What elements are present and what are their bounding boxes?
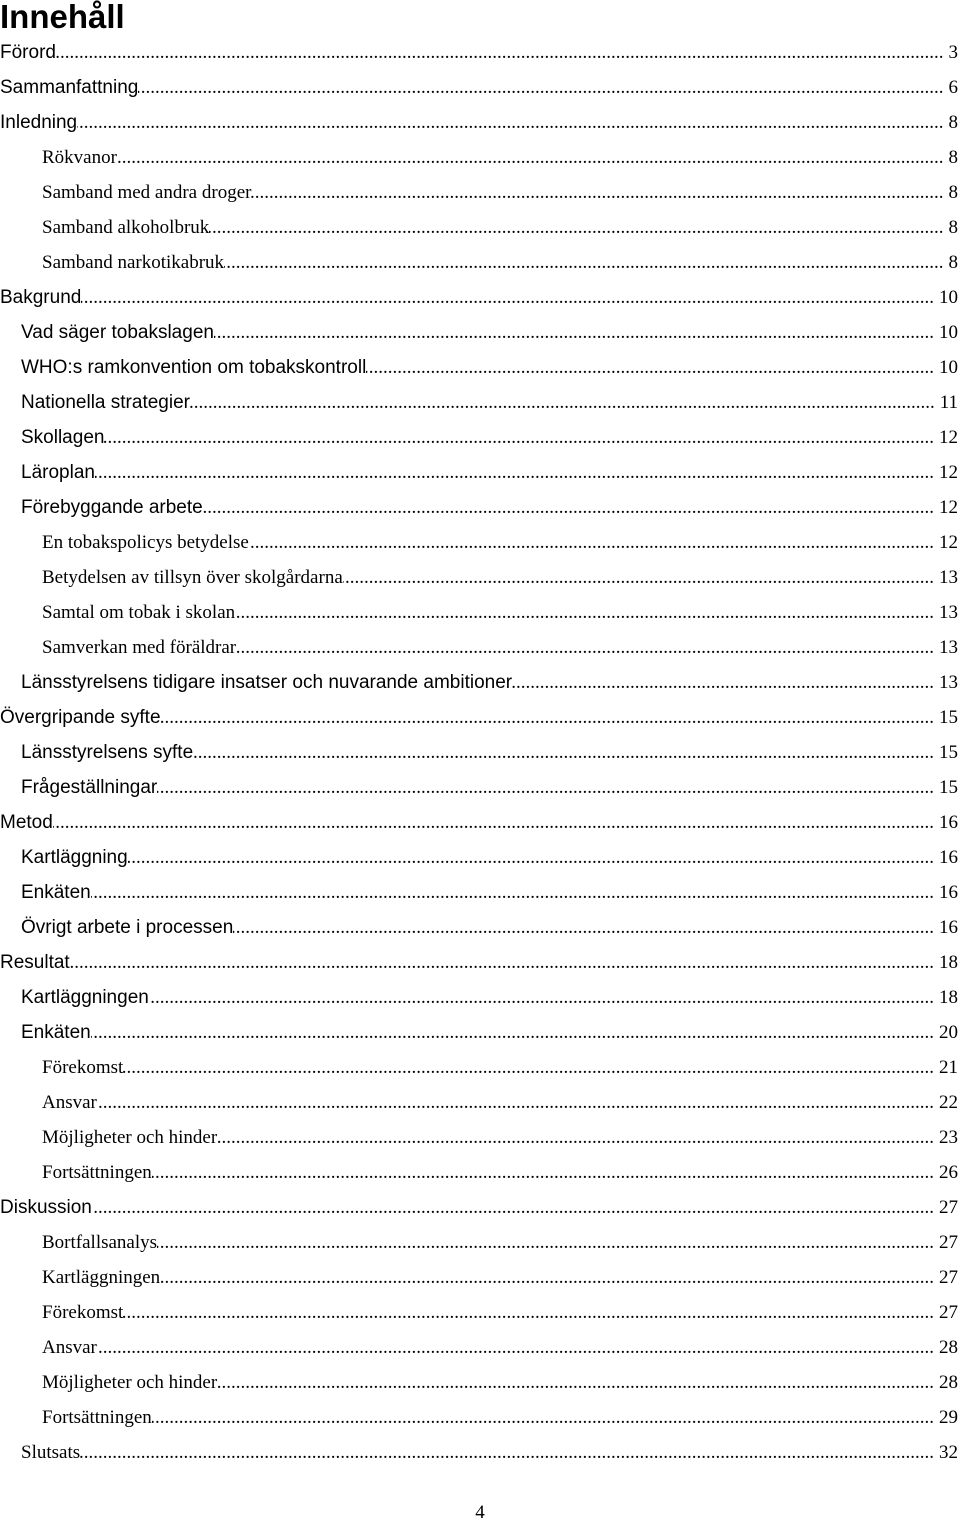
- toc-entry-label: Ansvar: [42, 1337, 97, 1358]
- toc-entry-page-number: 15: [939, 742, 958, 763]
- toc-entry-label: Betydelsen av tillsyn över skolgårdarna: [42, 567, 343, 588]
- dot-leader: [152, 1155, 939, 1190]
- toc-entry-label: WHO:s ramkonvention om tobakskontroll: [21, 357, 367, 378]
- toc-entry-label: Övrigt arbete i processen: [21, 917, 234, 938]
- toc-entry[interactable]: [0, 385, 960, 420]
- toc-entry-page-number: 22: [939, 1092, 958, 1113]
- toc-entry-page-number: 13: [939, 637, 958, 658]
- toc-entry-page-number: 13: [939, 567, 958, 588]
- toc-entry-label: Samband narkotikabruk: [42, 252, 225, 273]
- toc-entry-label: Rökvanor: [42, 147, 117, 168]
- toc-entry-label: Länsstyrelsens tidigare insatser och nuvarande ambitioner: [21, 672, 513, 693]
- toc-entry-page-number: 11: [939, 392, 958, 413]
- toc-entry-page-number: 12: [939, 497, 958, 518]
- dot-leader: [233, 910, 939, 945]
- dot-leader: [217, 1365, 939, 1400]
- toc-entry-page-number: 3: [948, 42, 958, 63]
- toc-entry[interactable]: [0, 560, 960, 595]
- toc-entry-page-number: 12: [939, 462, 958, 483]
- toc-entry-label: Slutsats: [21, 1442, 81, 1463]
- toc-entry[interactable]: [0, 315, 960, 350]
- toc-entry[interactable]: [0, 665, 960, 700]
- dot-leader: [53, 805, 939, 840]
- toc-entry-label: Enkäten: [21, 882, 91, 903]
- toc-entry[interactable]: [0, 490, 960, 525]
- toc-entry-label: Samtal om tobak i skolan: [42, 602, 236, 623]
- toc-entry-label: Sammanfattning: [0, 77, 139, 98]
- toc-entry-label: Länsstyrelsens syfte: [21, 742, 194, 763]
- toc-entry[interactable]: [0, 140, 960, 175]
- dot-leader: [251, 175, 948, 210]
- toc-entry-label: Vad säger tobakslagen: [21, 322, 214, 343]
- toc-entry-page-number: 23: [939, 1127, 958, 1148]
- toc-entry-page-number: 10: [939, 287, 958, 308]
- toc-entry[interactable]: [0, 35, 960, 70]
- toc-entry[interactable]: [0, 875, 960, 910]
- dot-leader: [157, 770, 939, 805]
- toc-entry-label: Bortfallsanalys: [42, 1232, 158, 1253]
- toc-entry-page-number: 26: [939, 1162, 958, 1183]
- toc-entry-page-number: 28: [939, 1337, 958, 1358]
- toc-entry-page-number: 13: [939, 672, 958, 693]
- dot-leader: [157, 1225, 939, 1260]
- toc-entry-page-number: 8: [948, 252, 958, 273]
- toc-entry-label: Resultat: [0, 952, 70, 973]
- toc-entry-label: Enkäten: [21, 1022, 91, 1043]
- toc-entry[interactable]: [0, 420, 960, 455]
- dot-leader: [81, 280, 939, 315]
- toc-entry-label: Samband alkoholbruk: [42, 217, 210, 238]
- toc-entry-page-number: 8: [948, 147, 958, 168]
- toc-entry-page-number: 18: [939, 952, 958, 973]
- toc-entry-label: Nationella strategier: [21, 392, 190, 413]
- toc-entry[interactable]: [0, 770, 960, 805]
- toc-entry-label: Fortsättningen: [42, 1162, 152, 1183]
- dot-leader: [160, 1260, 939, 1295]
- toc-entry-page-number: 12: [939, 427, 958, 448]
- dot-leader: [214, 315, 939, 350]
- toc-entry[interactable]: [0, 210, 960, 245]
- toc-entry-page-number: 16: [939, 882, 958, 903]
- dot-leader: [97, 1330, 939, 1365]
- dot-leader: [70, 945, 939, 980]
- toc-entry[interactable]: [0, 455, 960, 490]
- toc-entry[interactable]: [0, 910, 960, 945]
- toc-entry[interactable]: [0, 1435, 960, 1470]
- page-number: 4: [475, 1502, 485, 1523]
- dot-leader: [193, 735, 939, 770]
- dot-leader: [91, 1015, 939, 1050]
- toc-entry-page-number: 16: [939, 917, 958, 938]
- toc-entry-page-number: 13: [939, 602, 958, 623]
- toc-entry[interactable]: [0, 70, 960, 105]
- dot-leader: [249, 525, 939, 560]
- dot-leader: [366, 350, 939, 385]
- toc-entry[interactable]: [0, 945, 960, 980]
- toc-entry[interactable]: [0, 1085, 960, 1120]
- toc-entry[interactable]: [0, 1365, 960, 1400]
- dot-leader: [512, 665, 939, 700]
- toc-entry-page-number: 18: [939, 987, 958, 1008]
- toc-entry[interactable]: [0, 595, 960, 630]
- toc-entry[interactable]: [0, 1225, 960, 1260]
- dot-leader: [128, 840, 939, 875]
- toc-entry-label: Samband med andra droger: [42, 182, 252, 203]
- toc-entry-page-number: 12: [939, 532, 958, 553]
- toc-entry-label: Samverkan med föräldrar: [42, 637, 237, 658]
- toc-entry-label: Kartläggningen: [42, 1267, 161, 1288]
- toc-entry[interactable]: [0, 1295, 960, 1330]
- toc-entry-page-number: 10: [939, 322, 958, 343]
- toc-entry[interactable]: [0, 630, 960, 665]
- toc-entry[interactable]: [0, 1050, 960, 1085]
- dot-leader: [138, 70, 948, 105]
- toc-entry-label: Möjligheter och hinder: [42, 1372, 218, 1393]
- toc-entry-page-number: 6: [948, 77, 958, 98]
- toc-entry[interactable]: [0, 280, 960, 315]
- dot-leader: [123, 1295, 939, 1330]
- toc-entry-label: Bakgrund: [0, 287, 82, 308]
- toc-entry[interactable]: [0, 245, 960, 280]
- toc-entry-label: Kartläggningen: [21, 987, 149, 1008]
- dot-leader: [161, 700, 939, 735]
- toc-entry[interactable]: [0, 1330, 960, 1365]
- toc-entry-label: Frågeställningar: [21, 777, 158, 798]
- toc-entry[interactable]: [0, 525, 960, 560]
- dot-leader: [152, 1400, 939, 1435]
- dot-leader: [203, 490, 939, 525]
- toc-entry-page-number: 27: [939, 1267, 958, 1288]
- dot-leader: [224, 245, 948, 280]
- toc-entry-label: Förekomst: [42, 1302, 124, 1323]
- toc-entry[interactable]: [0, 700, 960, 735]
- toc-entry[interactable]: [0, 980, 960, 1015]
- toc-entry[interactable]: [0, 1400, 960, 1435]
- toc-entry-label: Ansvar: [42, 1092, 97, 1113]
- toc-entry-page-number: 16: [939, 847, 958, 868]
- toc-entry[interactable]: [0, 1260, 960, 1295]
- toc-entry[interactable]: [0, 1120, 960, 1155]
- toc-entry-page-number: 27: [939, 1232, 958, 1253]
- toc-entry[interactable]: [0, 1155, 960, 1190]
- toc-entry[interactable]: [0, 735, 960, 770]
- dot-leader: [149, 980, 939, 1015]
- toc-entry-page-number: 27: [939, 1197, 958, 1218]
- toc-entry-label: Metod: [0, 812, 53, 833]
- toc-entry-label: Diskussion: [0, 1197, 92, 1218]
- dot-leader: [80, 1435, 939, 1470]
- toc-entry-label: Fortsättningen: [42, 1407, 152, 1428]
- toc-entry-page-number: 15: [939, 777, 958, 798]
- toc-entry[interactable]: [0, 350, 960, 385]
- dot-leader: [217, 1120, 939, 1155]
- page-title: Innehåll: [0, 0, 125, 35]
- dot-leader: [190, 385, 940, 420]
- dot-leader: [91, 875, 939, 910]
- toc-entry-page-number: 29: [939, 1407, 958, 1428]
- toc-entry-page-number: 20: [939, 1022, 958, 1043]
- toc-entry-page-number: 28: [939, 1372, 958, 1393]
- dot-leader: [77, 105, 948, 140]
- dot-leader: [123, 1050, 939, 1085]
- toc-entry-label: Övergripande syfte: [0, 707, 161, 728]
- toc-entry-page-number: 8: [948, 182, 958, 203]
- dot-leader: [117, 140, 949, 175]
- toc-entry[interactable]: [0, 105, 960, 140]
- toc-entry-label: Inledning: [0, 112, 78, 133]
- toc-entry-label: Läroplan: [21, 462, 95, 483]
- toc-entry[interactable]: [0, 175, 960, 210]
- dot-leader: [209, 210, 948, 245]
- dot-leader: [92, 1190, 939, 1225]
- toc-entry-page-number: 15: [939, 707, 958, 728]
- dot-leader: [95, 455, 939, 490]
- toc-entry-page-number: 32: [939, 1442, 958, 1463]
- toc-entry[interactable]: [0, 805, 960, 840]
- table-of-contents: [0, 35, 960, 1470]
- dot-leader: [235, 595, 939, 630]
- toc-entry-label: Förekomst: [42, 1057, 124, 1078]
- dot-leader: [97, 1085, 939, 1120]
- toc-entry-page-number: 16: [939, 812, 958, 833]
- toc-entry-label: En tobakspolicys betydelse: [42, 532, 249, 553]
- toc-entry[interactable]: [0, 1015, 960, 1050]
- dot-leader: [56, 35, 949, 70]
- toc-entry-label: Förord: [0, 42, 56, 63]
- toc-entry-page-number: 10: [939, 357, 958, 378]
- toc-entry-page-number: 27: [939, 1302, 958, 1323]
- dot-leader: [104, 420, 939, 455]
- dot-leader: [343, 560, 939, 595]
- toc-entry-page-number: 8: [948, 112, 958, 133]
- toc-entry[interactable]: [0, 1190, 960, 1225]
- toc-entry-label: Kartläggning: [21, 847, 128, 868]
- toc-entry-page-number: 21: [939, 1057, 958, 1078]
- toc-entry[interactable]: [0, 840, 960, 875]
- toc-entry-label: Förebyggande arbete: [21, 497, 203, 518]
- toc-entry-page-number: 8: [948, 217, 958, 238]
- dot-leader: [236, 630, 939, 665]
- toc-entry-label: Möjligheter och hinder: [42, 1127, 218, 1148]
- toc-entry-label: Skollagen: [21, 427, 105, 448]
